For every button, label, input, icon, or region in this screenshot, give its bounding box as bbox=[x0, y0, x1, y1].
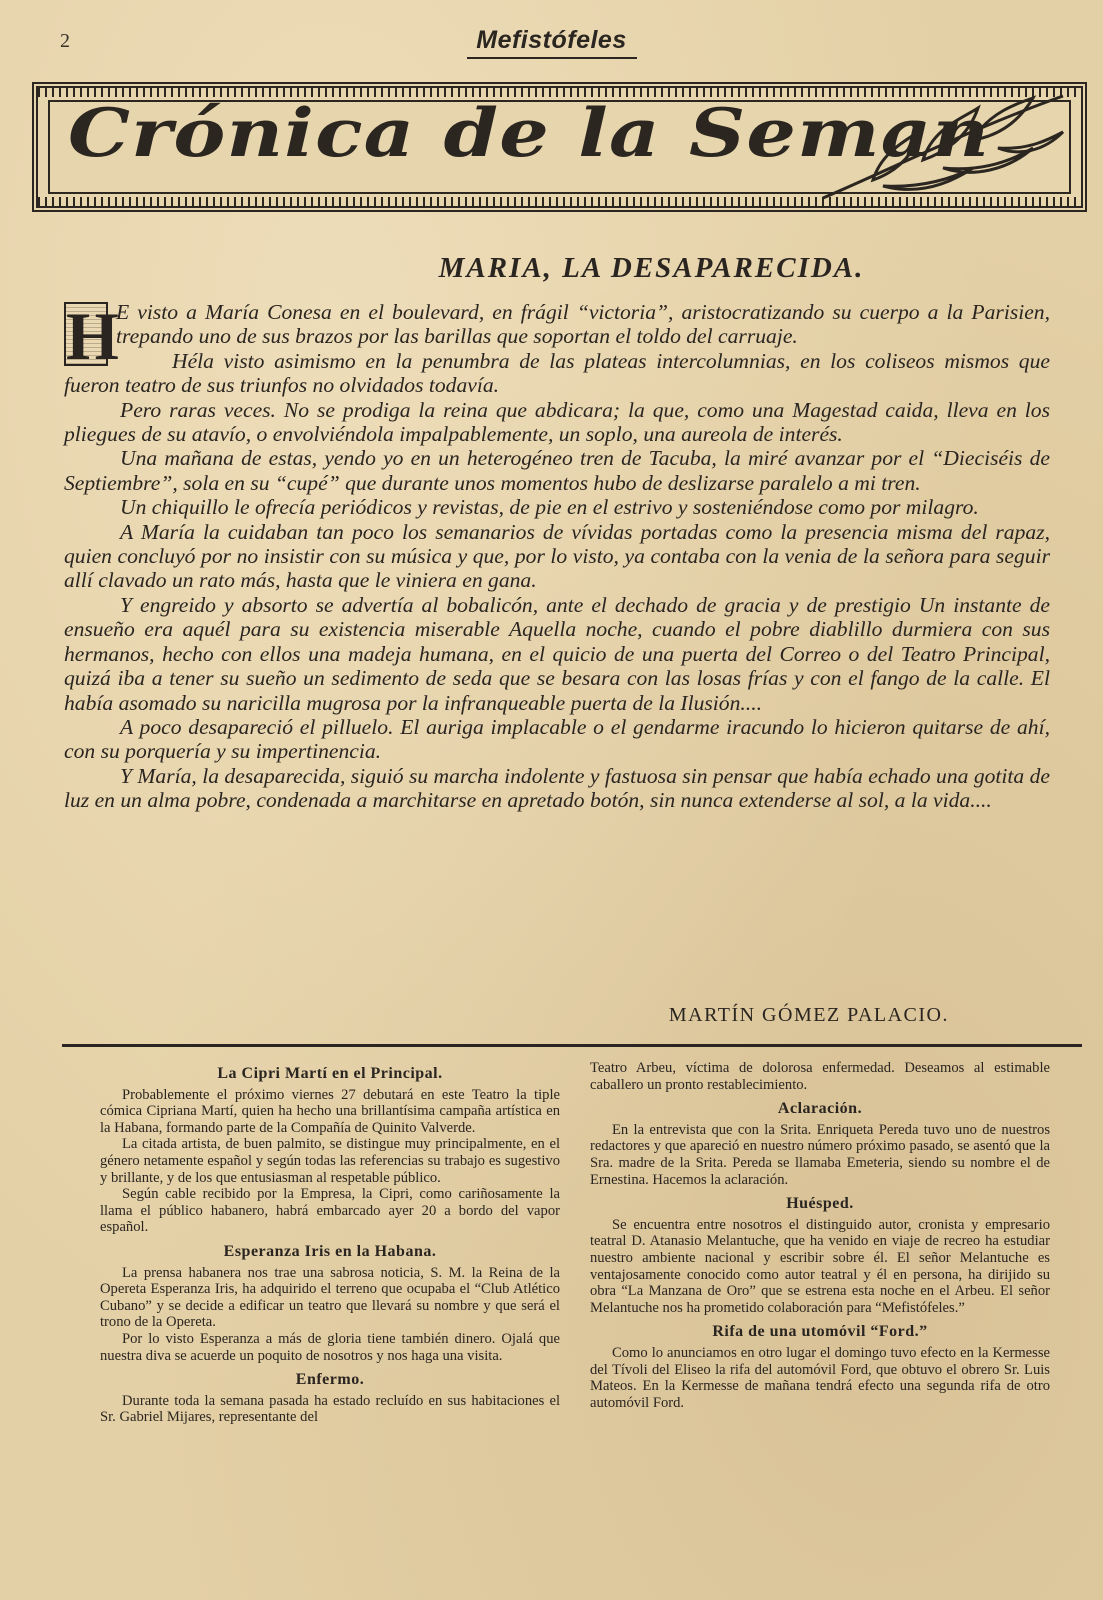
news-paragraph: La citada artista, de buen palmito, se distingue muy principalmente, en el género netamente español y según todas las referencias su trabajo es sugestivo y brillante, y de los que entusiasman al respetable público. bbox=[100, 1136, 560, 1186]
news-heading: Esperanza Iris en la Habana. bbox=[223, 1242, 437, 1260]
news-column-right bbox=[590, 1060, 1050, 1411]
publication-title bbox=[0, 26, 1103, 59]
article-paragraph: Un chiquillo le ofrecía periódicos y revistas, de pie en el estrivo y sosteniéndose como por milagro. bbox=[120, 495, 979, 520]
section-banner bbox=[32, 82, 1087, 212]
article-paragraph: Y María, la desaparecida, siguió su marcha indolente y fastuosa sin pensar que había echado una gotita de luz en un alma pobre, condenada a marchitarse en apretado botón, sin nunca extenderse al sol, a la vida.... bbox=[64, 763, 1050, 813]
news-paragraph: La prensa habanera nos trae una sabrosa noticia, S. M. la Reina de la Opereta Esperanza Iris, ha adquirido el terreno que ocupaba el “Club Atlético Cubano” y se decide a edificar un teatro que llevará su nombre y que será el trono de la Opereta. bbox=[100, 1264, 560, 1331]
banner-title: Crónica de la Seman bbox=[68, 94, 991, 172]
news-paragraph: En la entrevista que con la Srita. Enriqueta Pereda tuvo uno de nuestros redactores y que apareció en nuestro número próximo pasado, se asentó que la Sra. madre de la Srita. Pereda se llamaba Emeteria, siendo su nombre el de Ernestina. Hacemos la aclaración. bbox=[590, 1121, 1050, 1188]
laurel-leaves-icon bbox=[813, 88, 1073, 206]
publication-underline bbox=[467, 57, 637, 59]
section-divider bbox=[62, 1044, 1082, 1047]
news-paragraph: Por lo visto Esperanza a más de gloria tiene también dinero. Ojalá que nuestra diva se acuerde un poquito de nosotros y nos haga una visita. bbox=[100, 1330, 560, 1364]
article-paragraph: Pero raras veces. No se prodiga la reina que abdicara; la que, como una Magestad caida, lleva en los pliegues de su atavío, o envolviéndola impalpablemente, un soplo, una aureola de interés. bbox=[64, 397, 1050, 447]
news-paragraph: Se encuentra entre nosotros el distinguido autor, cronista y empresario teatral D. Atanasio Melantuche, que ha venido en viaje de recreo ha estudiar nuestro ambiente nacional y escribir sobre él. El señor Melantuche es ventajosamente conocido como autor teatral y él en persona, ha dirijido su obra “La Manzana de Oro” que se estrena esta noche en el Arbeu. El señor Melantuche nos ha prometido colaboración para “Mefistófeles.” bbox=[590, 1216, 1050, 1316]
article-paragraph: Una mañana de estas, yendo yo en un heterogéneo tren de Tacuba, la miré avanzar por el “Dieciséis de Septiembre”, sola en su “cupé” que durante unos momentos hubo de deslizarse paralelo a mi tren. bbox=[64, 446, 1050, 495]
article-paragraph: A María la cuidaban tan poco los semanarios de vívidas portadas como la presencia misma del rapaz, quien concluyó por no insistir con su música y que, por lo visto, ya contaba con la venia de la señora para seguir allí clavado un rato más, hasta que le viniera en gana. bbox=[64, 519, 1050, 593]
article-paragraph: Héla visto asimismo en la penumbra de las plateas intercolumnias, en los coliseos mismos que fueron teatro de sus triunfos no olvidados todavía. bbox=[64, 348, 1050, 398]
news-heading: Aclaración. bbox=[777, 1100, 863, 1118]
article-signature: MARTÍN GÓMEZ PALACIO. bbox=[668, 1004, 949, 1026]
news-heading: Huésped. bbox=[786, 1195, 854, 1213]
news-paragraph: Teatro Arbeu, víctima de dolorosa enfermedad. Deseamos al estimable caballero un pronto restablecimiento. bbox=[590, 1060, 1050, 1093]
news-paragraph: Durante toda la semana pasada ha estado recluído en sus habitaciones el Sr. Gabriel Mijares, representante del bbox=[100, 1392, 560, 1426]
article-title: MARIA, LA DESAPARECIDA. bbox=[438, 252, 865, 284]
news-column-left bbox=[100, 1060, 560, 1426]
news-heading: La Cipri Martí en el Principal. bbox=[217, 1065, 443, 1082]
article-paragraph: A poco desapareció el pilluelo. El auriga implacable o el gendarme iracundo lo hicieron quitarse de ahí, con su porquería y su impertinencia. bbox=[64, 714, 1050, 764]
page-number: 2 bbox=[60, 30, 70, 52]
news-heading: Enfermo. bbox=[295, 1371, 365, 1389]
paragraph-text: E visto a María Conesa en el boulevard, en frágil “victoria”, aristocratizando su cuerpo a la Parisien, trepando uno de sus brazos por las barillas que soportan el toldo del carruaje. bbox=[116, 300, 1050, 349]
news-paragraph: Según cable recibido por la Empresa, la Cipri, como cariñosamente la llama el público habanero, habrá embarcado ayer 20 a bordo del vapor español. bbox=[100, 1186, 560, 1236]
news-heading: Rifa de una utomóvil “Ford.” bbox=[712, 1323, 928, 1341]
article-paragraph: Y engreido y absorto se advertía al bobalicón, ante el dechado de gracia y de prestigio Un instante de ensueño era aquél para su existencia miserable Aquella noche, cuando el pobre diablillo durmiera con sus hermanos, hecho con ellos una madeja humana, en el quicio de una puerta del Correo o del Teatro Principal, quizá iba a tener su sueño un sedimento de seda que se besara con las losas frías y con el fango de la calle. El había asomado su naricilla mugrosa por la infranqueable puerta de la Ilusión.... bbox=[64, 592, 1050, 715]
publication-name: Mefistófeles bbox=[476, 26, 627, 54]
news-paragraph: Probablemente el próximo viernes 27 debutará en este Teatro la tiple cómica Cipriana Martí, quien ha hecho una brillantísima campaña artística en la Habana, formando parte de la Compañía de Quinito Valverde. bbox=[100, 1086, 560, 1136]
news-paragraph: Como lo anunciamos en otro lugar el domingo tuvo efecto en la Kermesse del Tívoli del Eliseo la rifa del automóvil Ford, que obtuvo el obrero Sr. Luis Mateos. En la Kermesse de mañana tendrá efecto una segunda rifa de otro automóvil Ford. bbox=[590, 1344, 1050, 1411]
article-body bbox=[64, 300, 1050, 813]
drop-cap: H bbox=[66, 298, 119, 374]
